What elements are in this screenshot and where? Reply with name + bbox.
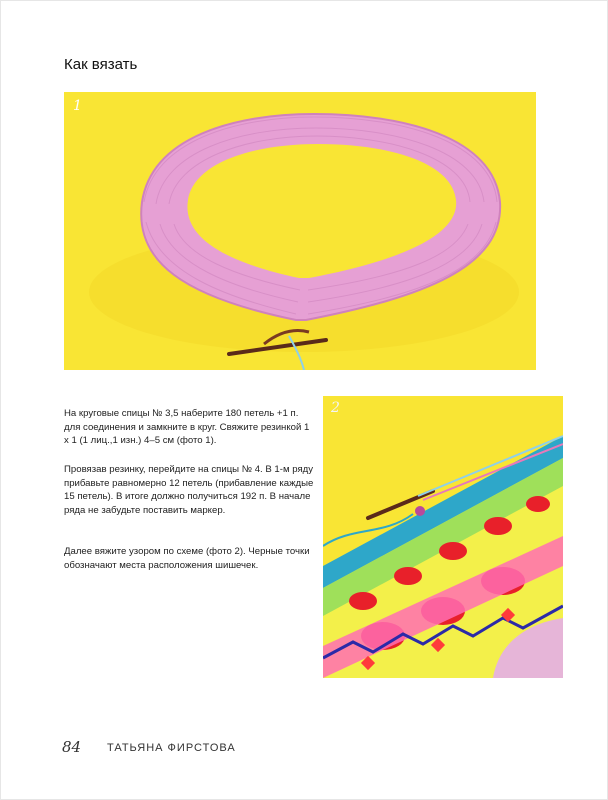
instruction-paragraph-3	[64, 545, 314, 572]
paragraph-2-text: Провязав резинку, перейдите на спицы № 4. В 1-м ряду прибавьте равномерно 12 петель (прибавление каждые 15 петель). В итоге должно получиться 192 п. В начале ряда не забудьте поставить маркер.	[64, 464, 314, 516]
photo-2-number: 2	[331, 400, 340, 416]
photo-1-number: 1	[73, 98, 82, 114]
instruction-paragraph-2	[64, 463, 314, 517]
photo-2-colorwork	[323, 396, 563, 678]
page-heading: Как вязать	[64, 56, 138, 73]
colorwork-illustration	[323, 396, 563, 678]
paragraph-1-text: На круговые спицы № 3,5 наберите 180 петель +1 п. для соединения и замкните в круг. Свяжите резинкой 1 х 1 (1 лиц.,1 изн.) 4–5 см (фото 1).	[64, 408, 310, 446]
photo-1-ribbed-collar	[64, 92, 536, 370]
author-name: ТАТЬЯНА ФИРСТОВА	[107, 742, 236, 754]
collar-illustration	[64, 92, 536, 370]
page-number: 84	[62, 738, 82, 756]
instruction-paragraph-1	[64, 407, 314, 448]
paragraph-3-text: Далее вяжите узором по схеме (фото 2). Черные точки обозначают места расположения шишечек.	[64, 546, 310, 571]
